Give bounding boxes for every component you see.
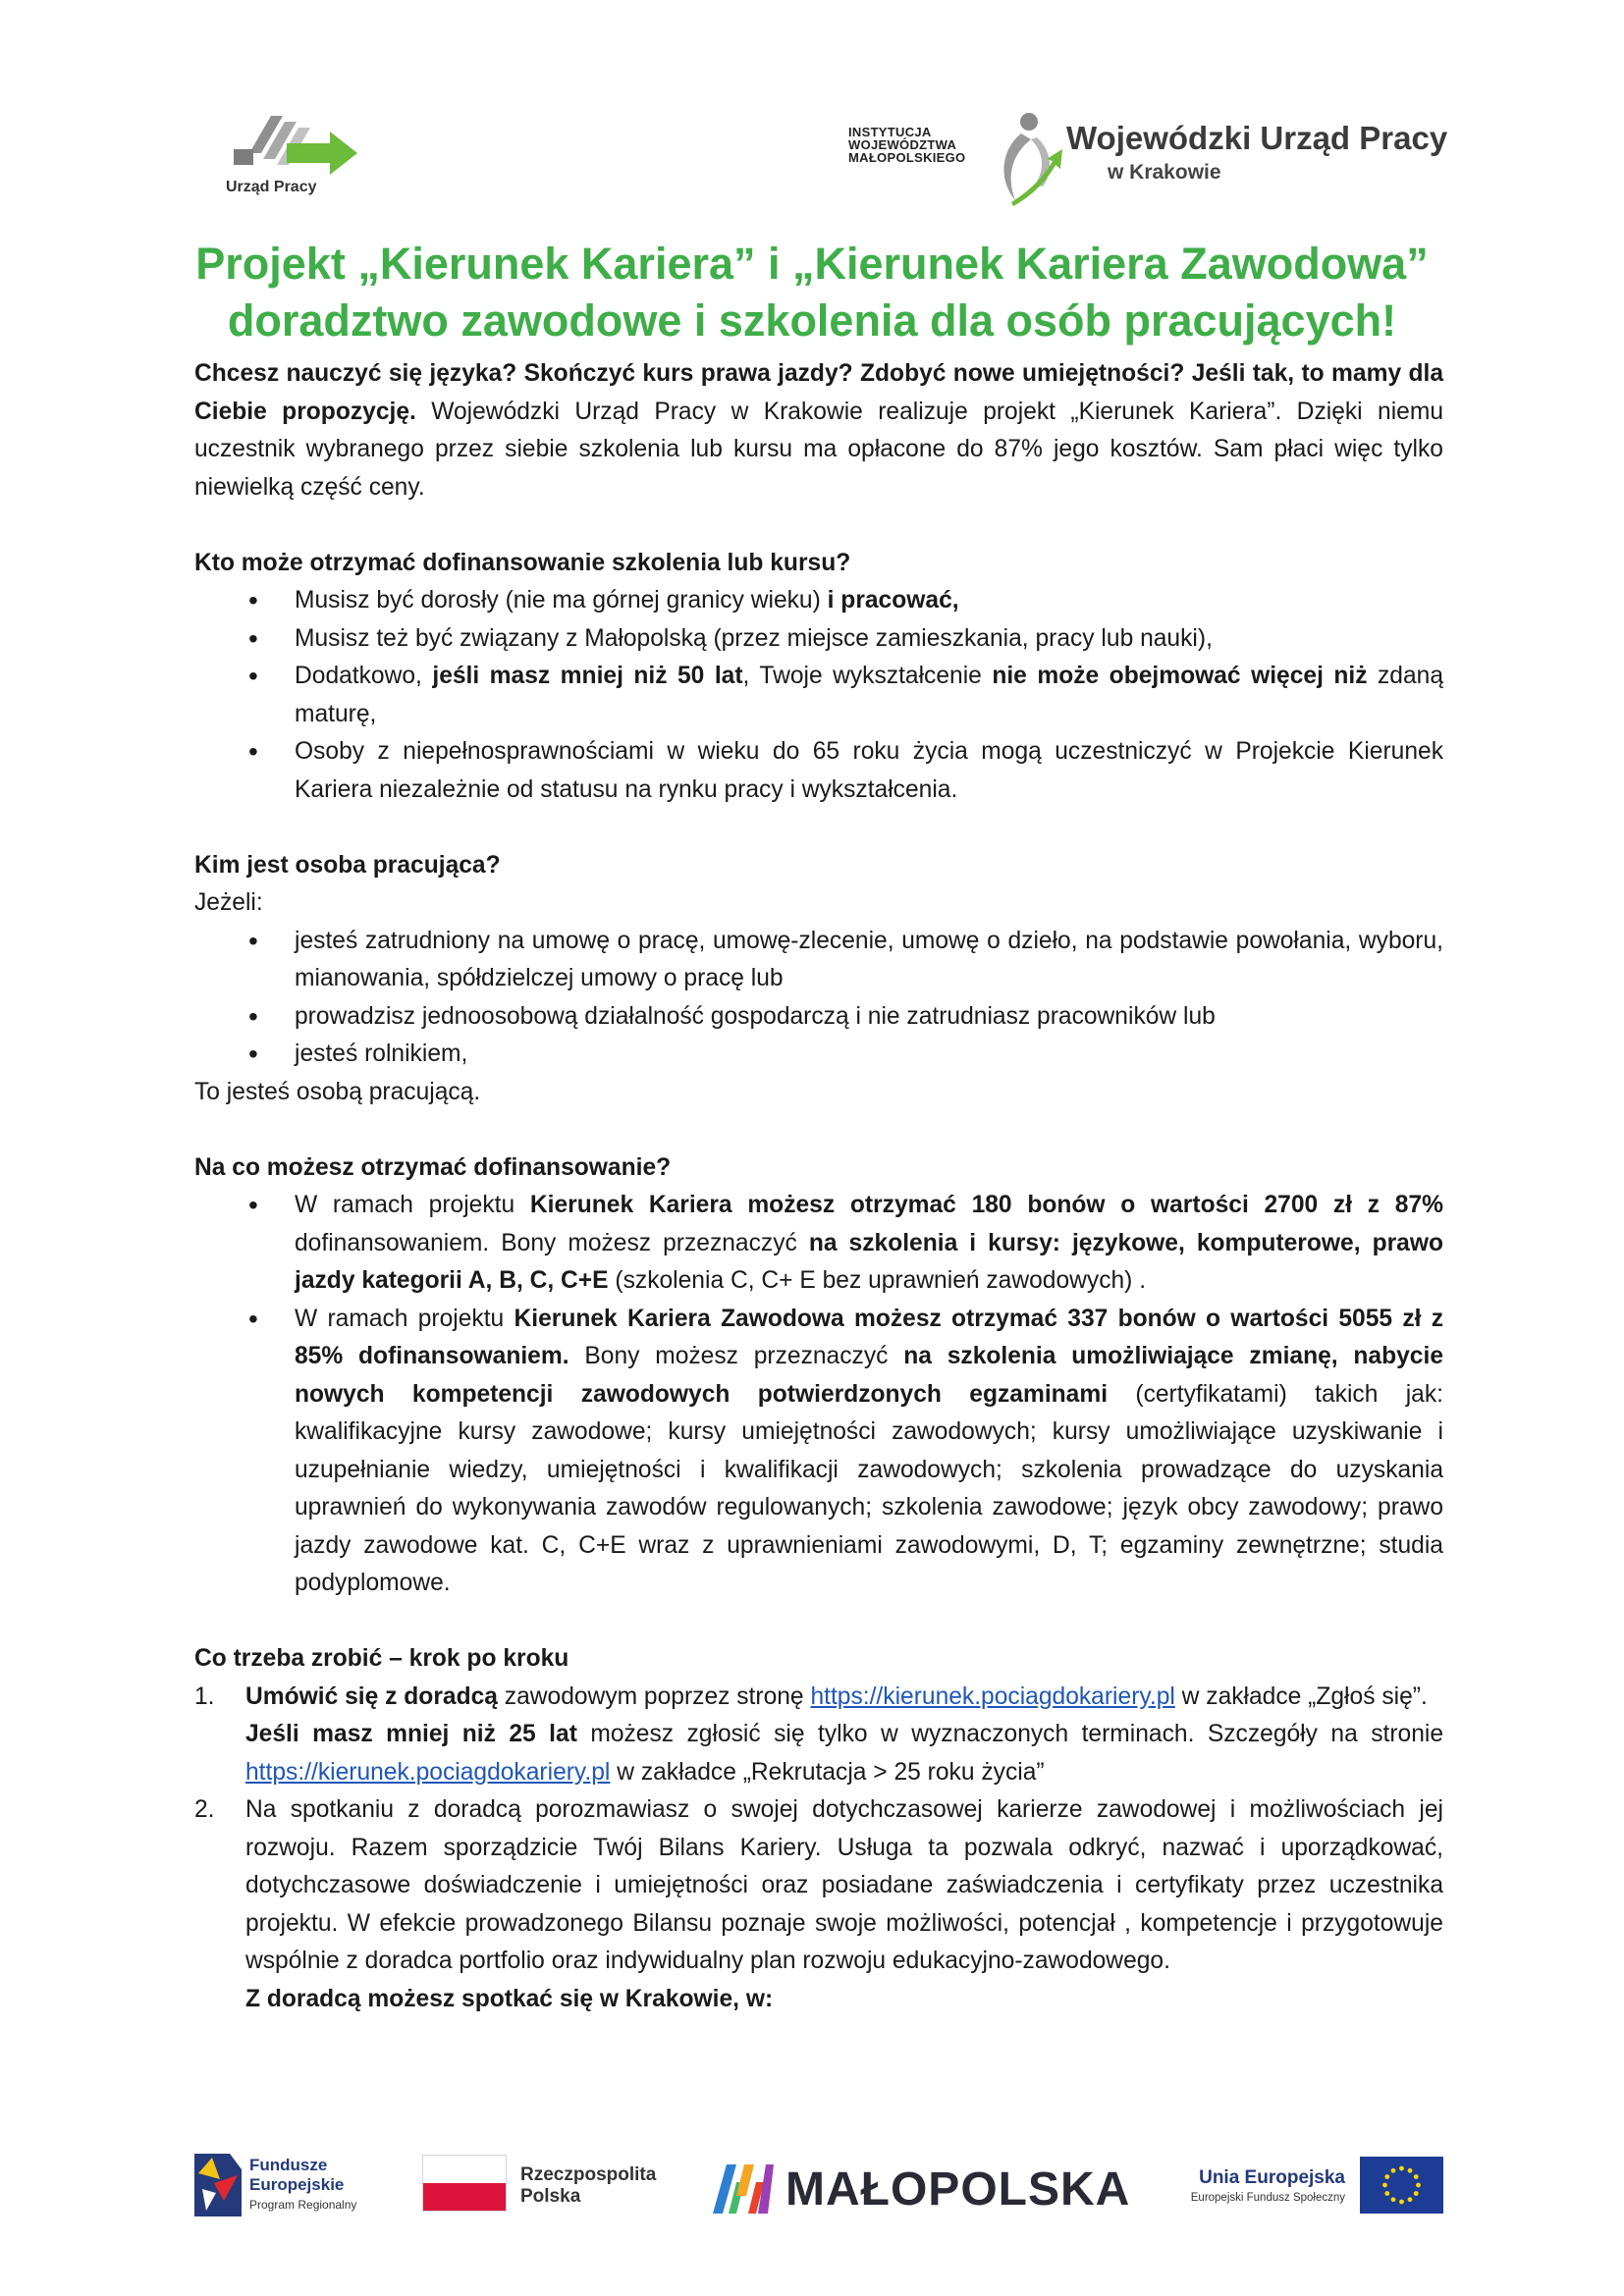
eu-flag-icon [1360, 2157, 1443, 2214]
eu-star [1384, 2191, 1389, 2196]
employed-closing: To jesteś osobą pracującą. [194, 1078, 481, 1105]
who-list [194, 582, 1443, 809]
eu-star [1382, 2183, 1387, 2188]
rzeczpospolita-polska-logo: Rzeczpospolita Polska [422, 2155, 677, 2223]
funding-item-2: • W ramach projektu Kierunek Kariera Zawodowa możesz otrzymać 337 bonów o wartości 5055 zł z 85% dofinansowaniem. Bony możesz przeznaczyć na szkolenia umożliwiające zmianę, nabycie nowych kompetencji zawodowych potwierdzonych egzaminami (certyfikatami) takich jak: kwalifikacyjne kursy zawodowe; kursy umiejętności zawodowych; kursy umożliwiające uzyskiwanie i uzupełnianie wiedzy, umiejętności i kwalifikacji zawodowych; szkolenia prowadzące do uzyskania uprawnień do wykonywania zawodów regulowanych; szkolenia zawodowe; język obcy zawodowy; prawo jazdy zawodowe kat. C, C+E wraz z uprawnieniami zawodowymi, D, T; egzaminy zewnętrzne; studia podyplomowe. [194, 1301, 1443, 1603]
employed-lead: Jeżeli: [194, 889, 263, 916]
step-2-number: 2. [194, 1796, 215, 1823]
who-heading: Kto może otrzymać dofinansowanie szkolenia lub kursu? [194, 549, 851, 576]
step-1: 1. Umówić się z doradcą zawodowym poprzez stronę https://kierunek.pociagdokariery.pl w zakładce „Zgłoś się”. Jeśli masz mniej niż 25 lat możesz zgłosić się tylko w wyznaczonych terminach. Szczegóły na stronie https://kierunek.pociagdokariery.pl w zakładce „Rekrutacja > 25 roku życia” [194, 1679, 1443, 1792]
eu-star [1391, 2197, 1396, 2202]
step-2: 2. Na spotkaniu z doradcą porozmawiasz o swojej dotychczasowej karierze zawodowej i możliwościach jej rozwoju. Razem sporządzicie Twój Bilans Kariery. Usługa ta pozwala odkryć, nazwać i uporządkować, dotychczasowe doświadczenie i umiejętności oraz posiadane zaświadczenia i certyfikaty przez uczestnika projektu. W efekcie prowadzonego Bilansu poznaje swoje możliwości, potencjał , kompetencje i przygotowuje wspólnie z doradca portfolio oraz indywidualny plan rozwoju edukacyjno-zawodowego. Z doradcą możesz spotkać się w Krakowie, w: [194, 1791, 1443, 2018]
institution-logo-text: INSTYTUCJA WOJEWÓDZTWA MAŁOPOLSKIEGO [848, 125, 966, 165]
employed-heading: Kim jest osoba pracująca? [194, 851, 501, 879]
kierunek-link[interactable]: https://kierunek.pociagdokariery.pl [810, 1682, 1175, 1710]
eu-star [1414, 2174, 1419, 2179]
intro-bold: Chcesz nauczyć się języka? Skończyć kurs prawa jazdy? Zdobyć nowe umiejętności? Jeśli tak, to mamy dla Ciebie propozycję. [194, 360, 1443, 425]
intro-paragraph [194, 355, 1443, 507]
eu-star [1416, 2183, 1421, 2188]
intro-text: Wojewódzki Urząd Pracy w Krakowie realizuje projekt „Kierunek Kariera”. Dzięki niemu uczestnik wybranego przez siebie szkolenia lub kursu ma opłacone do 87% jego kosztów. Sam płaci więc tylko niewielką część ceny. [194, 398, 1444, 501]
malopolska-logo: MAŁOPOLSKA [709, 2155, 1121, 2223]
wup-city: w Krakowie [1108, 161, 1221, 184]
eu-star [1414, 2191, 1419, 2196]
who-item-3: • Dodatkowo, jeśli masz mniej niż 50 lat, Twoje wykształcenie nie może obejmować więcej niż zdaną maturę, [194, 658, 1443, 733]
wup-name: Wojewódzki Urząd Pracy [1066, 120, 1448, 156]
eu-star [1399, 2166, 1404, 2171]
who-item-4: • Osoby z niepełnosprawnościami w wieku do 65 roku życia mogą uczestniczyć w Projekcie Kierunek Kariera niezależnie od statusu na rynku pracy i wykształcenia. [194, 733, 1443, 809]
eu-star [1408, 2168, 1413, 2173]
kierunek-link-2[interactable]: https://kierunek.pociagdokariery.pl [245, 1758, 611, 1786]
title-line-2: doradztwo zawodowe i szkolenia dla osób pracujących! [227, 295, 1397, 346]
employed-item-1: • jesteś zatrudniony na umowę o pracę, umowę-zlecenie, umowę o dzieło, na podstawie powołania, wyboru, mianowania, spółdzielczej umowy o pracę lub [194, 923, 1443, 998]
employed-item-2: • prowadzisz jednoosobową działalność gospodarczą i nie zatrudniasz pracowników lub [194, 998, 1443, 1037]
title-line-1: Projekt „Kierunek Kariera” i „Kierunek Kariera Zawodowa” [195, 239, 1429, 289]
funding-heading: Na co możesz otrzymać dofinansowanie? [194, 1153, 672, 1181]
fundusze-star-icon [190, 2150, 245, 2220]
unia-europejska-logo: Unia Europejska Europejski Fundusz Społeczny [1173, 2155, 1443, 2223]
funding-item-1: • W ramach projektu Kierunek Kariera możesz otrzymać 180 bonów o wartości 2700 zł z 87% dofinansowaniem. Bony możesz przeznaczyć na szkolenia i kursy: językowe, komputerowe, prawo jazdy kategorii A, B, C, C+E (szkolenia C, C+ E bez uprawnień zawodowych) . [194, 1187, 1443, 1301]
employed-item-3: • jesteś rolnikiem, [194, 1036, 1443, 1074]
steps-list [194, 1679, 1443, 2019]
step-2-bold: Z doradcą możesz spotkać się w Krakowie, w: [245, 1985, 774, 2012]
poland-flag-icon [422, 2155, 507, 2212]
eu-star [1408, 2197, 1413, 2202]
eu-star [1384, 2174, 1389, 2179]
steps-heading: Co trzeba zrobić – krok po kroku [194, 1645, 569, 1672]
eu-star [1399, 2200, 1404, 2205]
document-title [147, 236, 1477, 349]
wup-krakow-logo [992, 110, 1448, 208]
funding-logos-footer [0, 2140, 1624, 2238]
funding-list [194, 1187, 1443, 1603]
urzad-pracy-caption: Urząd Pracy [226, 179, 317, 195]
eu-stars-icon [1360, 2157, 1443, 2214]
step-1-number: 1. [194, 1682, 215, 1710]
wup-figure-icon [992, 110, 1065, 208]
document-body [194, 355, 1443, 2018]
who-item-1: • Musisz być dorosły (nie ma górnej granicy wieku) i pracować, [194, 582, 1443, 620]
eu-star [1391, 2168, 1396, 2173]
urzad-pracy-stack-icon [232, 110, 359, 177]
fundusze-europejskie-logo: Fundusze Europejskie Program Regionalny [190, 2150, 387, 2228]
who-item-2: • Musisz też być związany z Małopolską (przez miejsce zamieszkania, pracy lub nauki), [194, 620, 1443, 659]
employed-list [194, 923, 1443, 1074]
malopolska-m-icon [709, 2157, 778, 2217]
urzad-pracy-logo [226, 110, 363, 200]
